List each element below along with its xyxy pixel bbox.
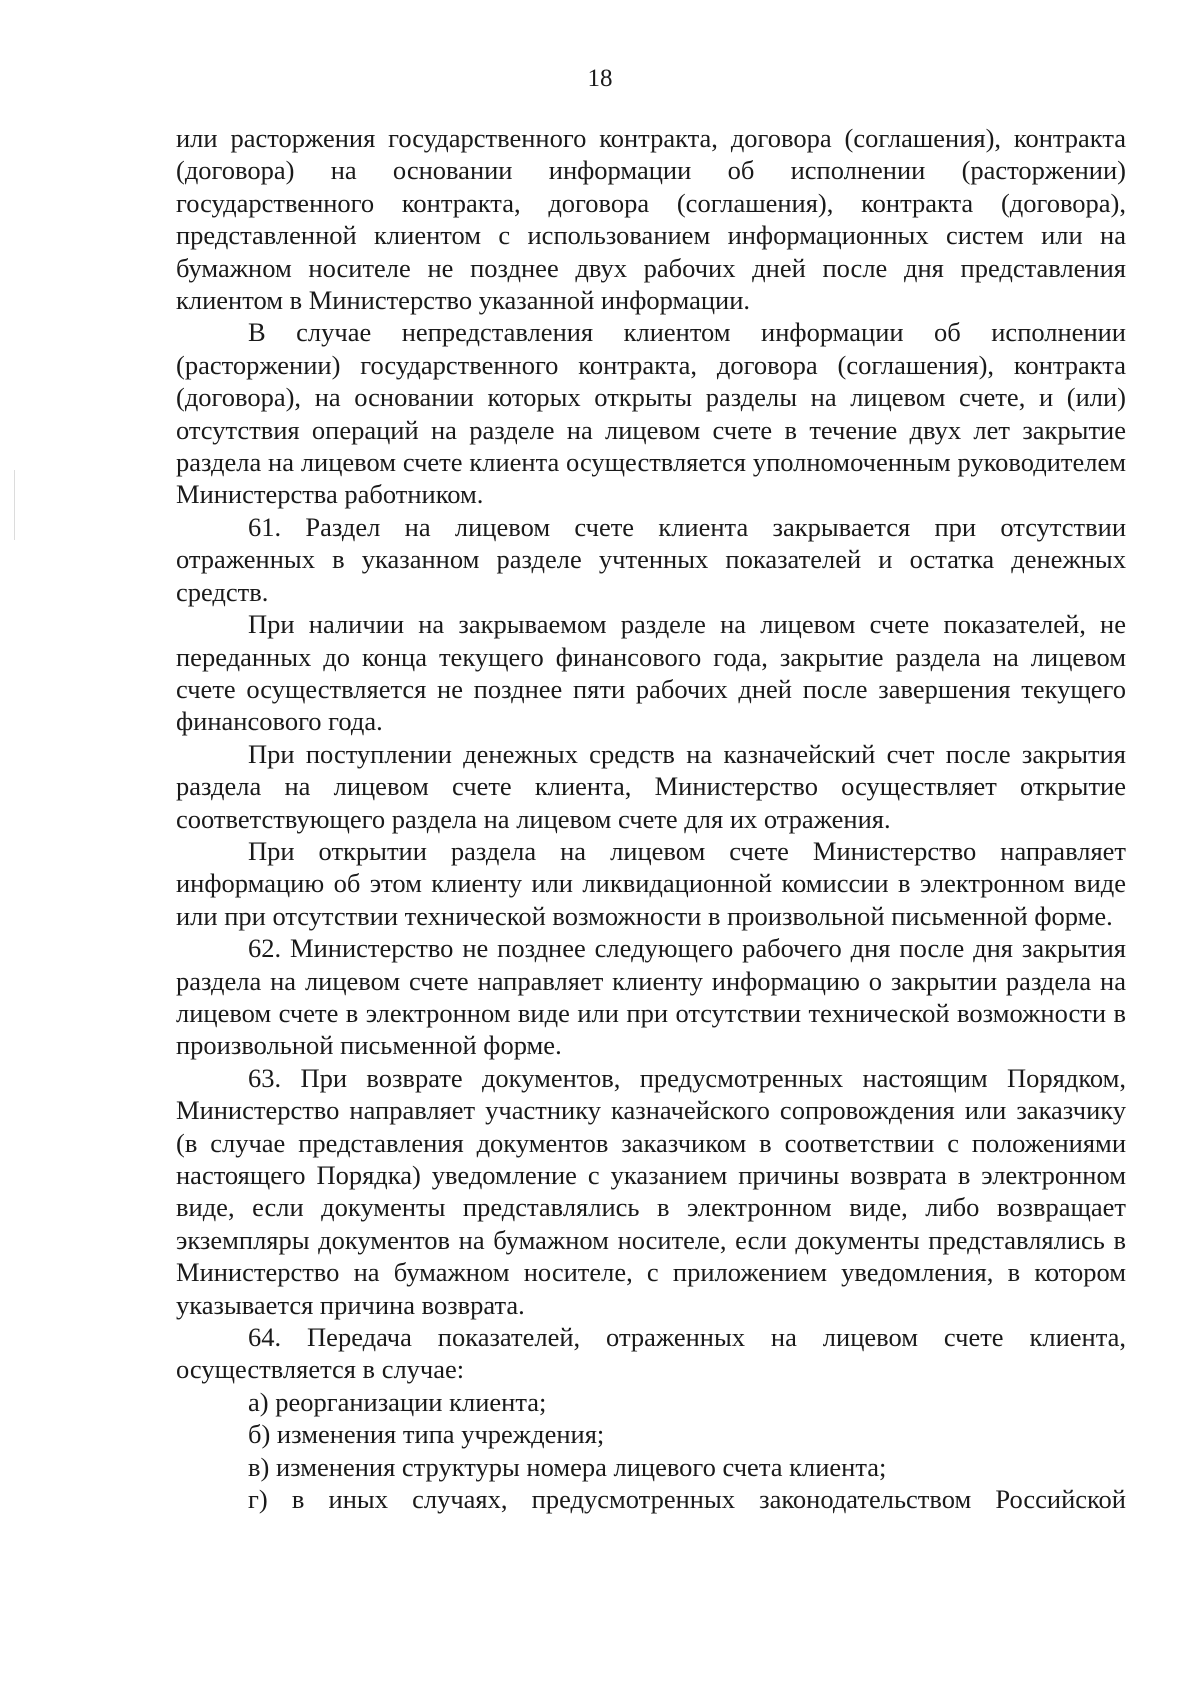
paragraph-61-indicators: При наличии на закрываемом разделе на лицевом счете показателей, не переданных до конца текущего финансового года, закрытие раздела на лицевом счете осуществляется не позднее пяти рабочих дней после завершения текущего финансового года.: [176, 609, 1126, 737]
paragraph-nonsubmission-closure: В случае непредставления клиентом информации об исполнении (расторжении) государственного контракта, договора (соглашения), контракта (договора), на основании которых открыты разделы на лицевом счете, и (или) отсутствия операций на разделе на лицевом счете в течение двух лет закрытие раздела на лицевом счете клиента осуществляется уполномоченным руководителем Министерства работником.: [176, 317, 1126, 510]
list-item-b: б) изменения типа учреждения;: [248, 1419, 605, 1450]
page-number: 18: [587, 65, 613, 92]
paragraph-62: 62. Министерство не позднее следующего рабочего дня после дня закрытия раздела на лицевом счете направляет клиенту информацию о закрытии раздела на лицевом счете в электронном виде или при отсутствии технической возможности в произвольной письменной форме.: [176, 933, 1126, 1061]
scan-margin-mark: [14, 470, 15, 540]
list-item-a: а) реорганизации клиента;: [248, 1386, 547, 1417]
paragraph-63: 63. При возврате документов, предусмотренных настоящим Порядком, Министерство направляет участнику казначейского сопровождения или заказчику (в случае представления документов заказчиком в соответствии с положениями настоящего Порядка) уведомление с указанием причины возврата в электронном виде, если документы представлялись в электронном виде, либо возвращает экземпляры документов на бумажном носителе, если документы представлялись в Министерство на бумажном носителе, с приложением уведомления, в котором указывается причина возврата.: [176, 1062, 1126, 1320]
list-item-v: в) изменения структуры номера лицевого счета клиента;: [248, 1451, 887, 1482]
paragraph-61-funds-receipt: При поступлении денежных средств на казначейский счет после закрытия раздела на лицевом счете клиента, Министерство осуществляет открытие соответствующего раздела на лицевом счете для их отражения.: [176, 738, 1126, 834]
paragraph-61-opening-notice: При открытии раздела на лицевом счете Министерство направляет информацию об этом клиенту или ликвидационной комиссии в электронном виде или при отсутствии технической возможности в произвольной письменной форме.: [176, 835, 1126, 931]
list-item-g: г) в иных случаях, предусмотренных законодательством Российской: [248, 1484, 1126, 1515]
paragraph-64: 64. Передача показателей, отраженных на лицевом счете клиента, осуществляется в случае:: [176, 1322, 1126, 1385]
document-body: [176, 122, 1126, 1515]
paragraph-61: 61. Раздел на лицевом счете клиента закрывается при отсутствии отраженных в указанном разделе учтенных показателей и остатка денежных средств.: [176, 511, 1126, 607]
paragraph-continuation: или расторжения государственного контракта, договора (соглашения), контракта (договора) на основании информации об исполнении (расторжении) государственного контракта, договора (соглашения), контракта (договора), представленной клиентом с использованием информационных систем или на бумажном носителе не позднее двух рабочих дней после дня представления клиентом в Министерство указанной информации.: [176, 123, 1126, 316]
